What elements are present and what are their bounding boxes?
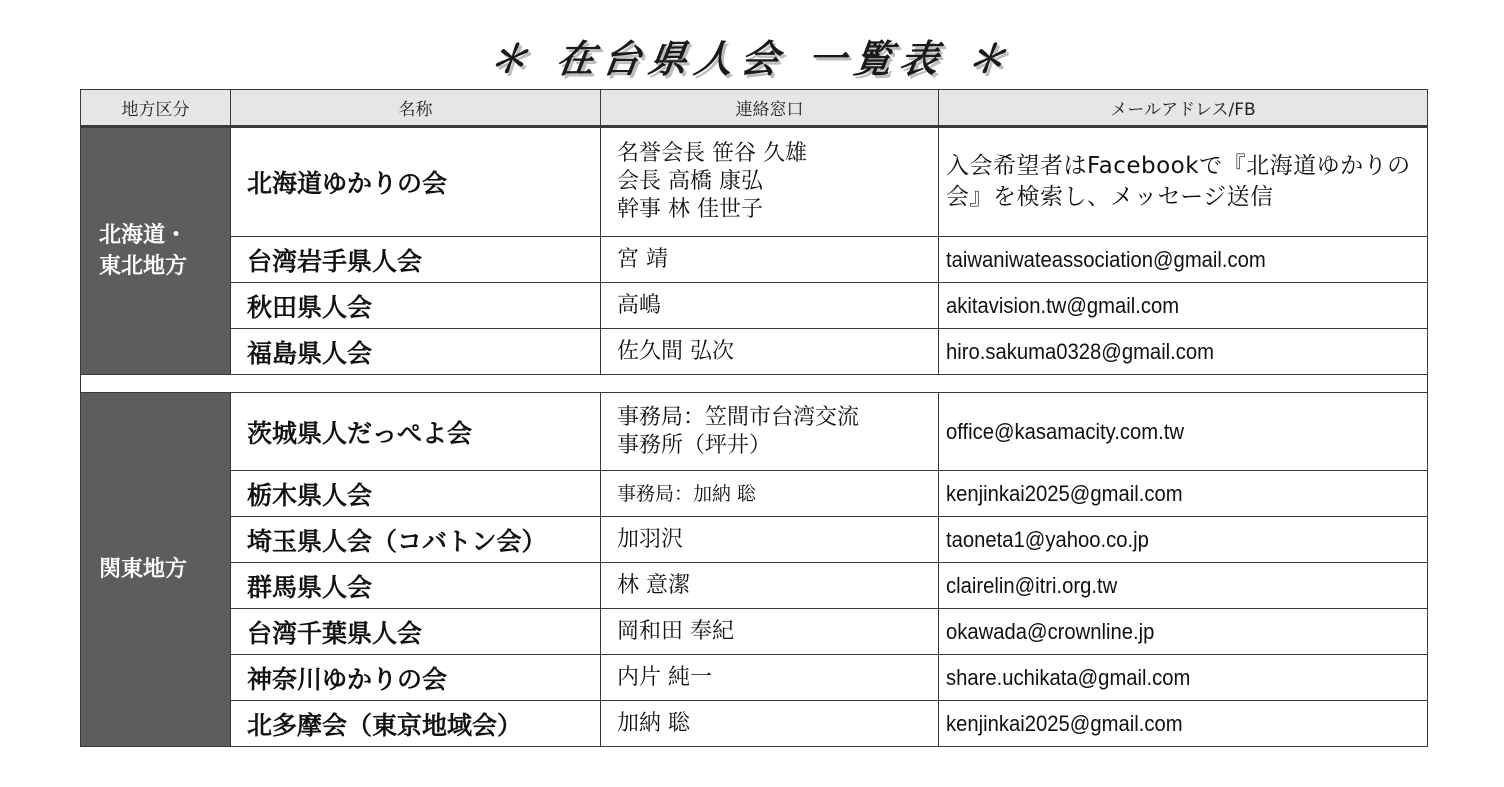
table-row xyxy=(81,329,1428,375)
table-row xyxy=(81,471,1428,517)
header-email: メールアドレス/FB xyxy=(939,90,1428,127)
table-row xyxy=(81,127,1428,237)
page-title-text: ＊ 在台県人会 一覧表 ＊ xyxy=(486,37,1017,81)
region-cell-kanto xyxy=(81,393,231,747)
header-name: 名称 xyxy=(231,90,601,127)
region-cell-hokkaido-tohoku xyxy=(81,127,231,375)
table-row xyxy=(81,237,1428,283)
table-row xyxy=(81,701,1428,747)
table-row xyxy=(81,563,1428,609)
table-row xyxy=(81,655,1428,701)
contact-cell xyxy=(601,127,939,237)
table-row xyxy=(81,283,1428,329)
contact-cell: 加羽沢 xyxy=(601,517,939,563)
contact-cell: 宮 靖 xyxy=(601,237,939,283)
table-row xyxy=(81,393,1428,471)
contact-cell: 高嶋 xyxy=(601,283,939,329)
contact-cell: 内片 純一 xyxy=(601,655,939,701)
section-separator xyxy=(81,375,1428,393)
name-cell: 北多摩会（東京地域会） xyxy=(231,701,601,747)
name-cell: 埼玉県人会（コバトン会） xyxy=(231,517,601,563)
table-row xyxy=(81,517,1428,563)
table-row xyxy=(81,609,1428,655)
email-link[interactable]: kenjinkai2025@gmail.com xyxy=(946,710,1183,736)
email-cell[interactable] xyxy=(939,701,1428,747)
email-cell[interactable] xyxy=(939,655,1428,701)
name-cell: 栃木県人会 xyxy=(231,471,601,517)
email-link[interactable]: akitavision.tw@gmail.com xyxy=(946,292,1180,318)
email-cell[interactable] xyxy=(939,563,1428,609)
header-contact: 連絡窓口 xyxy=(601,90,939,127)
region-label: 北海道・ 東北地方 xyxy=(99,223,188,279)
contact-text: 事務局：笠間市台湾交流 事務所（坪井） xyxy=(617,404,860,458)
contact-text: 名誉会長 笹谷 久雄 会長 高橋 康弘 幹事 林 佳世子 xyxy=(617,141,807,222)
email-link[interactable]: share.uchikata@gmail.com xyxy=(946,664,1191,690)
name-cell: 茨城県人だっぺよ会 xyxy=(231,393,601,471)
name-cell: 北海道ゆかりの会 xyxy=(231,127,601,237)
contact-cell: 岡和田 奉紀 xyxy=(601,609,939,655)
email-link[interactable]: okawada@crownline.jp xyxy=(946,618,1155,644)
email-link[interactable]: kenjinkai2025@gmail.com xyxy=(946,480,1183,506)
name-cell: 秋田県人会 xyxy=(231,283,601,329)
email-link[interactable]: clairelin@itri.org.tw xyxy=(946,572,1118,598)
region-label: 関東地方 xyxy=(99,557,188,582)
header-region: 地方区分 xyxy=(81,90,231,127)
email-link[interactable]: taiwaniwateassociation@gmail.com xyxy=(946,246,1266,272)
email-cell[interactable] xyxy=(939,329,1428,375)
name-cell: 福島県人会 xyxy=(231,329,601,375)
email-link[interactable]: office@kasamacity.com.tw xyxy=(946,418,1185,444)
email-cell[interactable] xyxy=(939,393,1428,471)
email-cell[interactable] xyxy=(939,283,1428,329)
email-link[interactable]: taoneta1@yahoo.co.jp xyxy=(946,526,1149,552)
name-cell: 台湾岩手県人会 xyxy=(231,237,601,283)
email-cell[interactable] xyxy=(939,237,1428,283)
email-cell[interactable] xyxy=(939,471,1428,517)
table-header-row xyxy=(81,90,1428,127)
contact-cell: 林 意潔 xyxy=(601,563,939,609)
email-cell[interactable] xyxy=(939,609,1428,655)
contact-cell: 佐久間 弘次 xyxy=(601,329,939,375)
contact-cell: 加納 聡 xyxy=(601,701,939,747)
name-cell: 群馬県人会 xyxy=(231,563,601,609)
page-title xyxy=(0,28,1504,84)
kenjinkai-table xyxy=(80,89,1428,747)
contact-cell xyxy=(601,393,939,471)
name-cell: 台湾千葉県人会 xyxy=(231,609,601,655)
facebook-instruction-cell: 入会希望者はFacebookで『北海道ゆかりの会』を検索し、メッセージ送信 xyxy=(939,127,1428,237)
separator-cell xyxy=(81,375,1428,393)
contact-cell: 事務局：加納 聡 xyxy=(601,471,939,517)
email-cell[interactable] xyxy=(939,517,1428,563)
name-cell: 神奈川ゆかりの会 xyxy=(231,655,601,701)
email-link[interactable]: hiro.sakuma0328@gmail.com xyxy=(946,338,1215,364)
